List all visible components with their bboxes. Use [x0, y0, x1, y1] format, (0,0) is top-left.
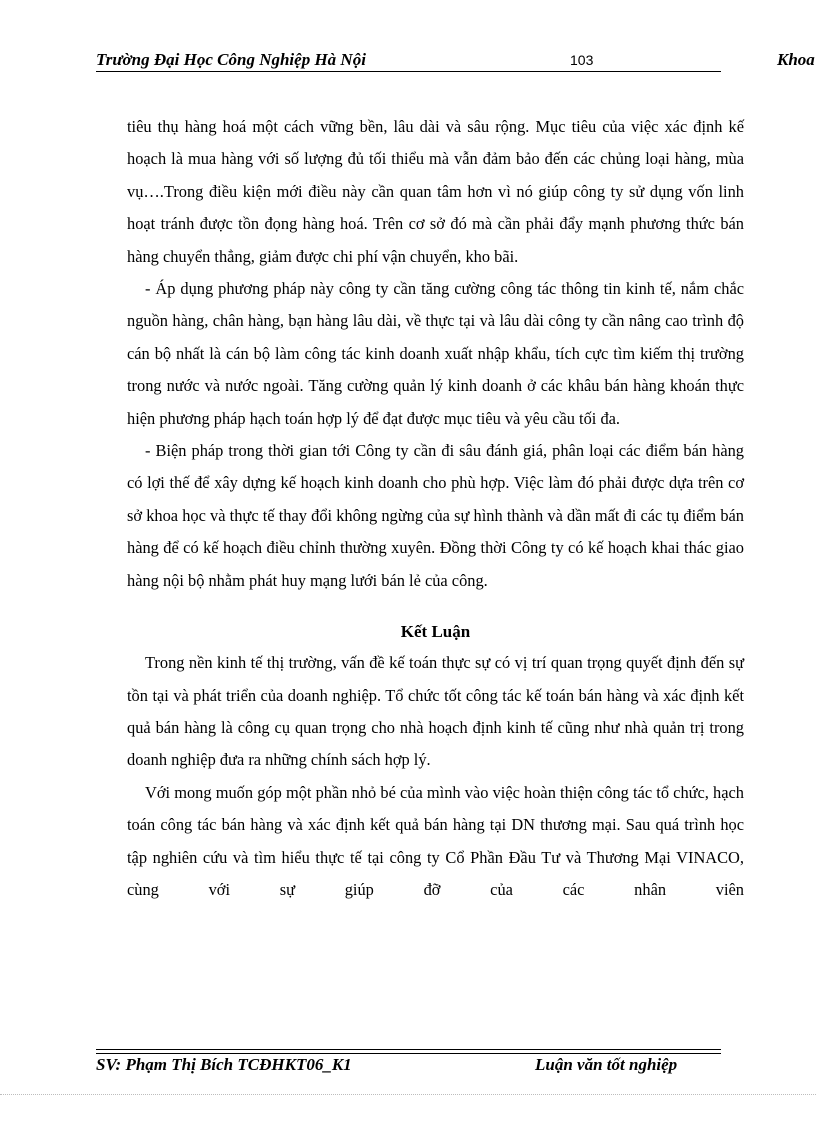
footer-thesis-label: Luận văn tốt nghiệp [535, 1055, 678, 1074]
page-header [96, 48, 816, 72]
page-boundary [0, 1094, 816, 1095]
conclusion-paragraph-1: Trong nền kinh tế thị trường, vấn đề kế toán thực sự có vị trí quan trọng quyết định đến sự tồn tại và phát triển của doanh nghiệp. Tổ chức tốt công tác kế toán bán hàng và xác định kết quả bán hàng là công cụ quan trọng cho nhà hoạch định kinh tế cũng như nhà quản trị trong doanh nghiệp đưa ra những chính sách hợp lý. [127, 653, 744, 770]
footer-student: SV: Phạm Thị Bích TCĐHKT06_K1 [96, 1055, 352, 1074]
conclusion-paragraph-2: Với mong muốn góp một phần nhỏ bé của mình vào việc hoàn thiện công tác tổ chức, hạch toán công tác bán hàng và xác định kết quả bán hàng tại DN thương mại. Sau quá trình học tập nghiên cứu và tìm hiểu thực tế tại công ty Cổ Phần Đầu Tư và Thương Mại VINACO, cùng với sự giúp đỡ của các nhân viên [127, 782, 744, 899]
document-body [127, 111, 744, 906]
body-paragraph-1: tiêu thụ hàng hoá một cách vững bền, lâu dài và sâu rộng. Mục tiêu của việc xác định kế hoạch là mua hàng với số lượng đủ tối thiểu mà vẫn đảm bảo đến các chủng loại hàng, mùa vụ….Trong điều kiện mới điều này cần quan tâm hơn vì nó giúp công ty sử dụng vốn linh hoạt tránh được tồn đọng hàng hoá. Trên cơ sở đó mà cần phải đẩy mạnh phương thức bán hàng chuyển thẳng, giảm được chi phí vận chuyển, kho bãi. [127, 117, 744, 266]
footer-divider-top [96, 1049, 721, 1050]
header-faculty-label: Khoa [777, 50, 815, 69]
header-page-number: 103 [570, 52, 594, 68]
header-divider [96, 71, 721, 72]
body-paragraph-2: - Áp dụng phương pháp này công ty cần tăng cường công tác thông tin kinh tế, nắm chắc nguồn hàng, chân hàng, bạn hàng lâu dài, về thực tại và lâu dài công ty cần nâng cao trình độ cán bộ nhất là cán bộ làm công tác kinh doanh xuất nhập khẩu, tích cực tìm kiếm thị trường trong nước và nước ngoài. Tăng cường quản lý kinh doanh ở các khâu bán hàng khoán thực hiện phương pháp hạch toán hợp lý để đạt được mục tiêu và yêu cầu tối đa. [127, 279, 744, 428]
body-paragraph-3: - Biện pháp trong thời gian tới Công ty cần đi sâu đánh giá, phân loại các điểm bán hàng có lợi thế để xây dựng kế hoạch kinh doanh cho phù hợp. Việc làm đó phải được dựa trên cơ sở khoa học và thực tế thay đổi không ngừng của sự hình thành và dần mất đi các tụ điểm bán hàng để có kế hoạch điều chỉnh thường xuyên. Đồng thời Công ty có kế hoạch khai thác giao hàng nội bộ nhằm phát huy mạng lưới bán lẻ của công. [127, 441, 744, 590]
footer-divider-bottom [96, 1053, 721, 1054]
section-heading: Kết Luận [400, 622, 471, 642]
header-school-name: Trường Đại Học Công Nghiệp Hà Nội [96, 50, 366, 69]
